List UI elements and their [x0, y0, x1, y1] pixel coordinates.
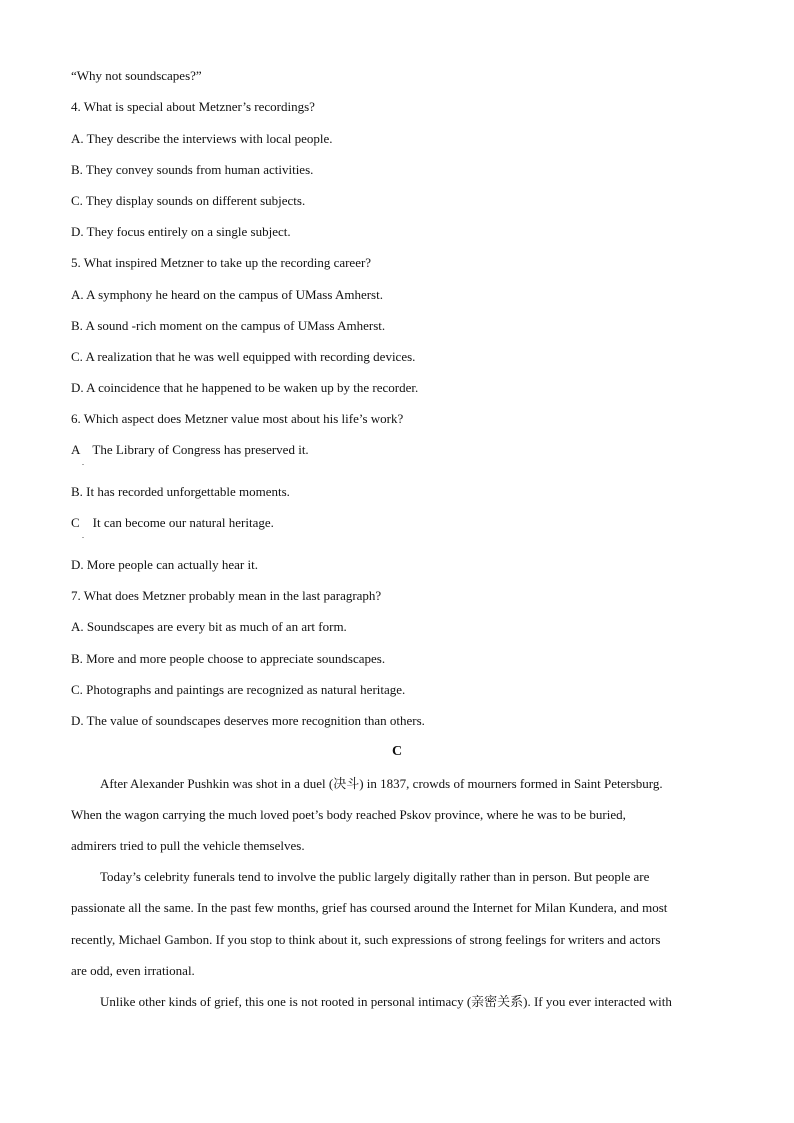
question-4-option-b: B. They convey sounds from human activities. — [71, 162, 314, 177]
question-6-option-a: A The Library of Congress has preserved it. — [71, 442, 309, 457]
question-7-option-d: D. The value of soundscapes deserves more recognition than others. — [71, 713, 425, 728]
question-7-stem: 7. What does Metzner probably mean in the last paragraph? — [71, 588, 382, 603]
option-c-dot-mark: . — [82, 531, 84, 540]
question-4-option-a: A. They describe the interviews with local people. — [71, 131, 333, 146]
question-5-option-a: A. A symphony he heard on the campus of UMass Amherst. — [71, 287, 383, 302]
question-7-option-c: C. Photographs and paintings are recognized as natural heritage. — [71, 682, 406, 697]
passage-line: are odd, even irrational. — [71, 963, 195, 978]
question-4-option-d: D. They focus entirely on a single subject. — [71, 224, 291, 239]
question-6-stem: 6. Which aspect does Metzner value most about his life’s work? — [71, 411, 404, 426]
passage-line: Unlike other kinds of grief, this one is not rooted in personal intimacy (亲密关系). If you ever interacted with — [100, 994, 672, 1009]
question-4-option-c: C. They display sounds on different subjects. — [71, 193, 306, 208]
option-a-dot-mark: . — [82, 458, 84, 467]
passage-line: When the wagon carrying the much loved poet’s body reached Pskov province, where he was to be buried, — [71, 807, 626, 822]
question-5-option-d: D. A coincidence that he happened to be waken up by the recorder. — [71, 380, 419, 395]
question-5-option-b: B. A sound -rich moment on the campus of UMass Amherst. — [71, 318, 386, 333]
question-7-option-a: A. Soundscapes are every bit as much of an art form. — [71, 619, 347, 634]
passage-line: recently, Michael Gambon. If you stop to think about it, such expressions of strong feelings for writers and actors — [71, 932, 661, 947]
question-5-option-c: C. A realization that he was well equipped with recording devices. — [71, 349, 416, 364]
question-6-option-c: C It can become our natural heritage. — [71, 515, 274, 530]
question-4-stem: 4. What is special about Metzner’s recordings? — [71, 99, 315, 114]
question-6-option-b: B. It has recorded unforgettable moments. — [71, 484, 290, 499]
question-5-stem: 5. What inspired Metzner to take up the recording career? — [71, 255, 372, 270]
passage-line: Today’s celebrity funerals tend to involve the public largely digitally rather than in person. But people are — [100, 869, 650, 884]
question-7-option-b: B. More and more people choose to appreciate soundscapes. — [71, 651, 386, 666]
passage-closing-line: “Why not soundscapes?” — [71, 68, 202, 83]
passage-line: admirers tried to pull the vehicle themselves. — [71, 838, 305, 853]
section-heading: C — [391, 744, 403, 759]
question-6-option-d: D. More people can actually hear it. — [71, 557, 258, 572]
passage-line: passionate all the same. In the past few months, grief has coursed around the Internet for Milan Kundera, and most — [71, 900, 668, 915]
passage-line: After Alexander Pushkin was shot in a duel (决斗) in 1837, crowds of mourners formed in Saint Petersburg. — [100, 776, 663, 791]
